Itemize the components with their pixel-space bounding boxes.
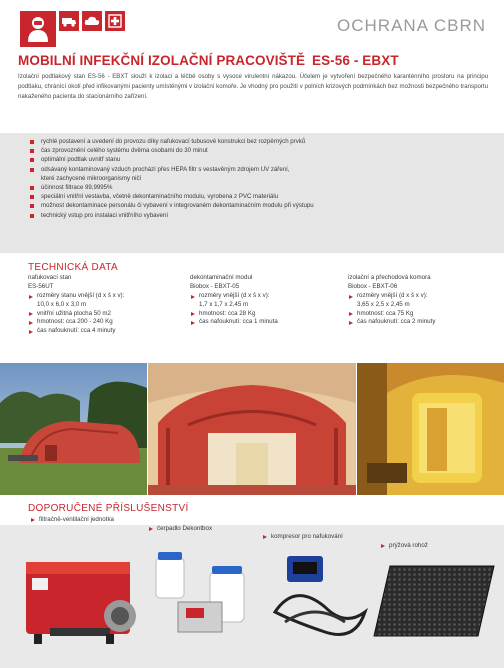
vehicle-icon bbox=[59, 11, 79, 31]
tech-data-heading: TECHNICKÁ DATA bbox=[28, 262, 118, 273]
spec-item: vnitřní užitná plocha 50 m2 bbox=[28, 310, 188, 319]
page-title bbox=[18, 53, 399, 68]
column-model: Biobox - EBXT-06 bbox=[348, 282, 398, 290]
header-icons bbox=[20, 11, 125, 47]
feature-item: možnost dekontaminace personálu či vybavení v integrovaném dekontaminačním modulu při výstupu bbox=[28, 201, 488, 210]
column-head: dekontaminační modul bbox=[190, 274, 253, 281]
title-main: MOBILNÍ INFEKČNÍ IZOLAČNÍ PRACOVIŠTĚ bbox=[18, 53, 306, 68]
accessory-item-compressor: kompresor pro nafukování bbox=[262, 533, 351, 542]
feature-item: optimální podtlak uvnitř stanu bbox=[28, 155, 488, 164]
accessory-item-filter-unit: filtračně-ventilační jednotka bbox=[30, 516, 129, 525]
spec-list bbox=[348, 292, 498, 327]
feature-item-continuation: které zachycené mikroorganismy ničí bbox=[41, 174, 142, 182]
spec-item: čas nafouknutí: cca 1 minuta bbox=[190, 318, 340, 327]
accessories-heading: DOPORUČENÉ PŘÍSLUŠENSTVÍ bbox=[28, 503, 189, 514]
tech-column-chamber bbox=[348, 274, 498, 327]
feature-item: speciální vnitřní vestavba, včetně dekontaminačního modulu, vyrobena z PVC materiálu bbox=[28, 192, 488, 201]
brand-title: OCHRANA CBRN bbox=[337, 16, 486, 35]
spec-item: hmotnost: cca 28 Kg bbox=[190, 310, 340, 319]
spec-item: čas nafouknutí: cca 4 minuty bbox=[28, 327, 188, 336]
spec-item: rozměry stanu vnější (d x š x v): bbox=[28, 292, 188, 301]
column-model: ES-56UT bbox=[28, 282, 54, 290]
feature-item: čas zprovoznění celého systému dvěma osobami do 30 minut bbox=[28, 146, 488, 155]
spec-list bbox=[190, 292, 340, 327]
medical-cross-icon bbox=[105, 11, 125, 31]
features-list bbox=[28, 137, 488, 220]
photo-tent-interior bbox=[148, 363, 356, 495]
spec-item: rozměry vnější (d x š x v): bbox=[190, 292, 340, 301]
feature-item: rychlé postavení a uvedení do provozu díky nafukovací tubusové konstrukci bez rozpěrných prvků bbox=[28, 137, 488, 146]
photo-isolation-chamber bbox=[357, 363, 504, 495]
spec-list bbox=[28, 292, 188, 336]
photo-tent-outdoor bbox=[0, 363, 147, 495]
spec-item-continuation: 10,0 x 6,0 x 3,0 m bbox=[37, 300, 87, 308]
spec-item-continuation: 1,7 x 1,7 x 2,45 m bbox=[199, 300, 249, 308]
spec-item: hmotnost: cca 75 Kg bbox=[348, 310, 498, 319]
feature-item: technický vstup pro instalaci vnitřního vybavení bbox=[28, 211, 488, 220]
spec-item-continuation: 3,65 x 2,5 x 2,45 m bbox=[357, 300, 410, 308]
feature-item: účinnost filtrace 99,9995% bbox=[28, 183, 488, 192]
column-model: Biobox - EBXT-05 bbox=[190, 282, 240, 290]
tech-column-decon bbox=[190, 274, 340, 327]
accessory-item-pump: čerpadlo Dekontbox bbox=[148, 525, 257, 534]
spec-item: čas nafouknutí: cca 2 minuty bbox=[348, 318, 498, 327]
accessory-item-rubber-mat: prýžová rohož bbox=[380, 542, 489, 551]
spec-item: rozměry vnější (d x š x v): bbox=[348, 292, 498, 301]
column-head: nafukovací stan bbox=[28, 274, 72, 281]
tech-column-tent bbox=[28, 274, 188, 336]
title-code: ES-56 - EBXT bbox=[311, 53, 399, 68]
biohazard-suit-icon bbox=[20, 11, 56, 47]
cloud-icon bbox=[82, 11, 102, 31]
image-rubber-mat bbox=[372, 562, 496, 642]
column-head: izolační a přechodová komora bbox=[348, 274, 431, 281]
image-filter-unit bbox=[20, 548, 144, 648]
image-compressor bbox=[265, 552, 375, 648]
feature-item: odsávaný kontaminovaný vzduch prochází přes HEPA filtr s vestavěným zdrojem UV záření, bbox=[28, 165, 488, 174]
image-pump bbox=[150, 552, 260, 648]
spec-item: hmotnost: cca 200 - 240 Kg bbox=[28, 318, 188, 327]
intro-paragraph: Izolační podtlakový stan ES-56 - EBXT slouží k izolaci a léčbě osoby s vysoce virulentní nákazou. Účelem je vytvoření bezpečného karanténního prostoru na principu podtlaku, chránící okolí před infikovanými pacienty umístěnými v izolační komoře. Je vhodný pro použití v polních krizových podmínkách bez možnosti bezpečného transportu nakaženého pacienta do stacionárního zařízení. bbox=[18, 73, 488, 100]
